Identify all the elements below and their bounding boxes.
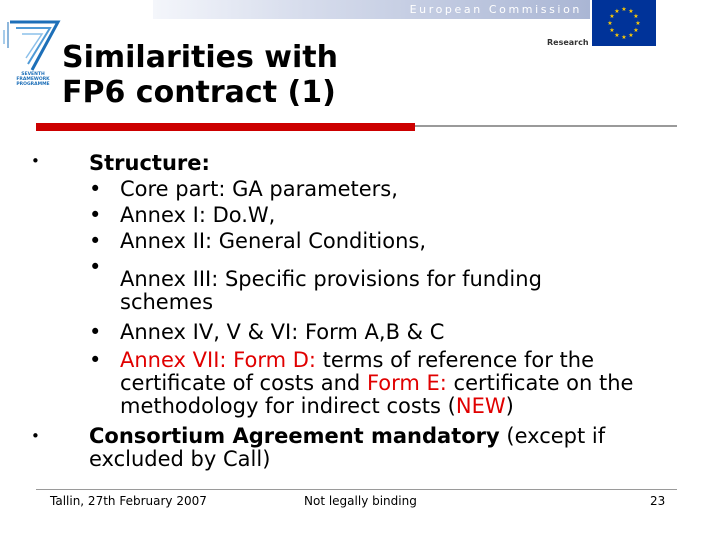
slide-title-line-2: FP6 contract (1) [62, 75, 336, 110]
list-item-annex-7 [120, 349, 695, 418]
list-item: Core part: GA parameters, [120, 177, 398, 201]
european-commission-banner [153, 0, 590, 19]
fp7-logo-text: SEVENTH FRAMEWORK PROGRAMME [16, 72, 50, 87]
fp7-logo-icon [2, 18, 64, 72]
consortium-agreement-bold: Consortium Agreement mandatory [89, 424, 500, 448]
sub-bullet-icon: • [89, 177, 102, 201]
annex-7-form-d: Annex VII: Form D: [120, 348, 316, 372]
banner-text: European Commission [409, 3, 582, 16]
sub-bullet-icon: • [89, 229, 102, 253]
annex-7-text-3: ) [505, 394, 514, 418]
svg-text:★: ★ [633, 13, 639, 20]
consortium-agreement-item [89, 425, 689, 471]
list-item: Annex I: Do.W, [120, 203, 276, 227]
sub-bullet-icon: • [89, 203, 102, 227]
footer-disclaimer: Not legally binding [304, 494, 417, 508]
bullet-icon: • [31, 427, 40, 445]
list-item: Annex II: General Conditions, [120, 229, 427, 253]
annex-7-form-e: Form E: [366, 371, 447, 395]
eu-stars-icon [592, 0, 656, 46]
structure-heading: Structure: [89, 151, 210, 175]
sub-bullet-icon: • [89, 255, 102, 279]
svg-text:★: ★ [609, 13, 615, 20]
research-label: Research [547, 38, 589, 47]
consortium-agreement-rest: (except if excluded by Call) [89, 424, 606, 471]
svg-text:★: ★ [614, 32, 620, 39]
page-number: 23 [650, 494, 666, 508]
svg-text:★: ★ [621, 34, 627, 41]
new-label: NEW [455, 394, 506, 418]
svg-text:★: ★ [633, 27, 639, 34]
slide-title-line-1: Similarities with [62, 40, 339, 75]
footer-divider [36, 489, 677, 490]
svg-text:★: ★ [614, 8, 620, 15]
slide-title [62, 40, 338, 110]
svg-text:★: ★ [628, 8, 634, 15]
svg-text:★: ★ [621, 6, 627, 13]
sub-bullet-icon: • [89, 320, 102, 344]
title-underline-red [36, 123, 415, 131]
title-underline-grey [415, 125, 677, 127]
svg-text:★: ★ [609, 27, 615, 34]
list-item: Annex IV, V & VI: Form A,B & C [120, 320, 445, 344]
annex-7-text-2: certificate on the methodology for indirect costs ( [120, 371, 634, 418]
svg-text:★: ★ [628, 32, 634, 39]
footer-date: Tallin, 27th February 2007 [50, 494, 207, 508]
eu-flag-logo [592, 0, 656, 46]
annex-7-text-1: terms of reference for the certificate of costs and [120, 348, 595, 395]
svg-text:★: ★ [607, 20, 613, 27]
list-item: Annex III: Specific provisions for funding schemes [120, 267, 542, 314]
bullet-icon: • [31, 152, 40, 170]
svg-text:★: ★ [635, 20, 641, 27]
sub-bullet-icon: • [89, 348, 102, 372]
